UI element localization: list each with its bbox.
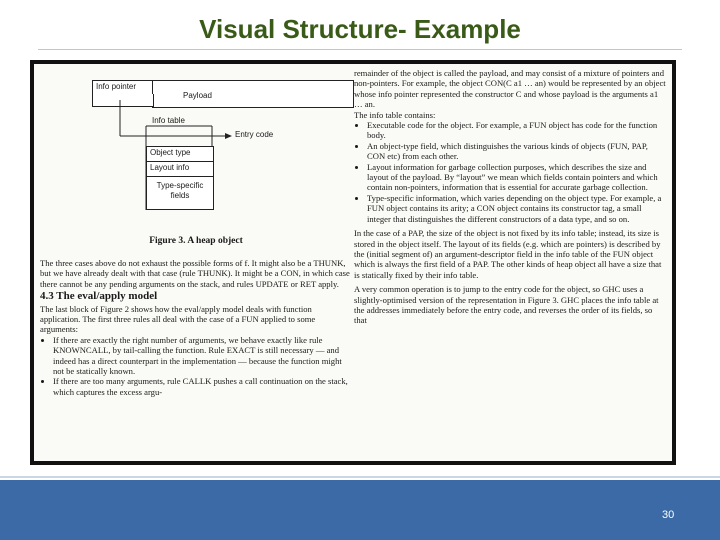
object-type-label: Object type [150,148,191,157]
info-pointer-label: Info pointer [96,82,137,91]
title-divider [38,49,682,50]
paper-screenshot [30,60,676,465]
section-heading: 4.3 The eval/apply model [40,290,158,303]
footer-divider [0,476,720,478]
type-specific-label: Type-specific fields [156,181,204,200]
page-number: 30 [662,509,675,521]
figure-arrows [40,64,352,236]
right-paragraph-3: In the case of a PAP, the size of the object is not fixed by its info table; instead, its size is stored in the object itself. The layout of its fields (e.g. which are pointers) is described by the (initial segment of) an argument-descriptor field in the info table of the FUN object which is always the first field of a PAP. The other kinds of heap object all have a size that is statically fixed by their info table. [354,228,662,280]
payload-label: Payload [183,91,212,100]
right-paragraph-1: remainder of the object is called the payload, and may consist of a mixture of pointers and non-pointers. For example, the object CON(C a1 … an) would be represented by an object whose info pointer represented the constructor C and whose payload is the arguments a1 … an. [354,68,666,110]
left-body-text [40,258,352,397]
left-paragraph-2: The last block of Figure 2 shows how the eval/apply model deals with function application. The first three rules all deal with the case of a FUN applied to some arguments: [40,303,316,335]
entry-arrowhead [225,133,232,139]
slide-title: Visual Structure- Example [199,14,521,44]
layout-info-label: Layout info [150,163,190,172]
info-table-label: Info table [152,116,185,125]
right-bullet: • Type-specific information, which varies depending on the object type. For example, a FUN object contains its arity; a CON object contains its constructor tag, a small integer that distinguishes the different constructors of a data type, and so on. [367,193,666,224]
heap-object-figure [40,64,352,236]
right-bullet: • An object-type field, which distinguishes the various kinds of objects (FUN, PAP, CON etc) from each other. [367,141,666,162]
left-paragraph-1: The three cases above do not exhaust the possible forms of f. It might also be a THUNK, but we have already dealt with that case (rule THUNK). It might be a CON, in which case there cannot be any pending arguments on the stack, and rules UPDATE or RET apply. [40,258,350,289]
paper-page [34,64,672,461]
right-column [354,68,666,461]
right-bullet: • Executable code for the object. For example, a FUN object has code for the function body. [367,120,666,141]
left-bullet: • If there are exactly the right number of arguments, we behave exactly like rule KNOWNCALL, by tail-calling the function. Rule EXACT is still necessary — and indeed has a direct counterpart in the implementation — because the function might not be statically known. [53,335,352,377]
footer-band [0,480,720,540]
right-paragraph-2: The info table contains: [354,109,436,120]
right-bullet: • Layout information for garbage collection purposes, which describes the size and layout of the payload. By “layout” we mean which fields contain pointers and which contain non-pointers, information that is essential for accurate garbage collection. [367,162,666,193]
right-paragraph-4: A very common operation is to jump to the entry code for the object, so GHC uses a slightly-optimised version of the representation in Figure 3. GHC places the info table at the addresses immediately before the entry code, and reverses the order of its fields, so that [354,284,659,326]
left-column [40,64,352,461]
entry-code-label: Entry code [235,130,274,139]
figure-caption: Figure 3. A heap object [149,236,243,246]
left-bullet: • If there are too many arguments, rule CALLK pushes a call continuation on the stack, which captures the excess argu- [53,376,352,397]
